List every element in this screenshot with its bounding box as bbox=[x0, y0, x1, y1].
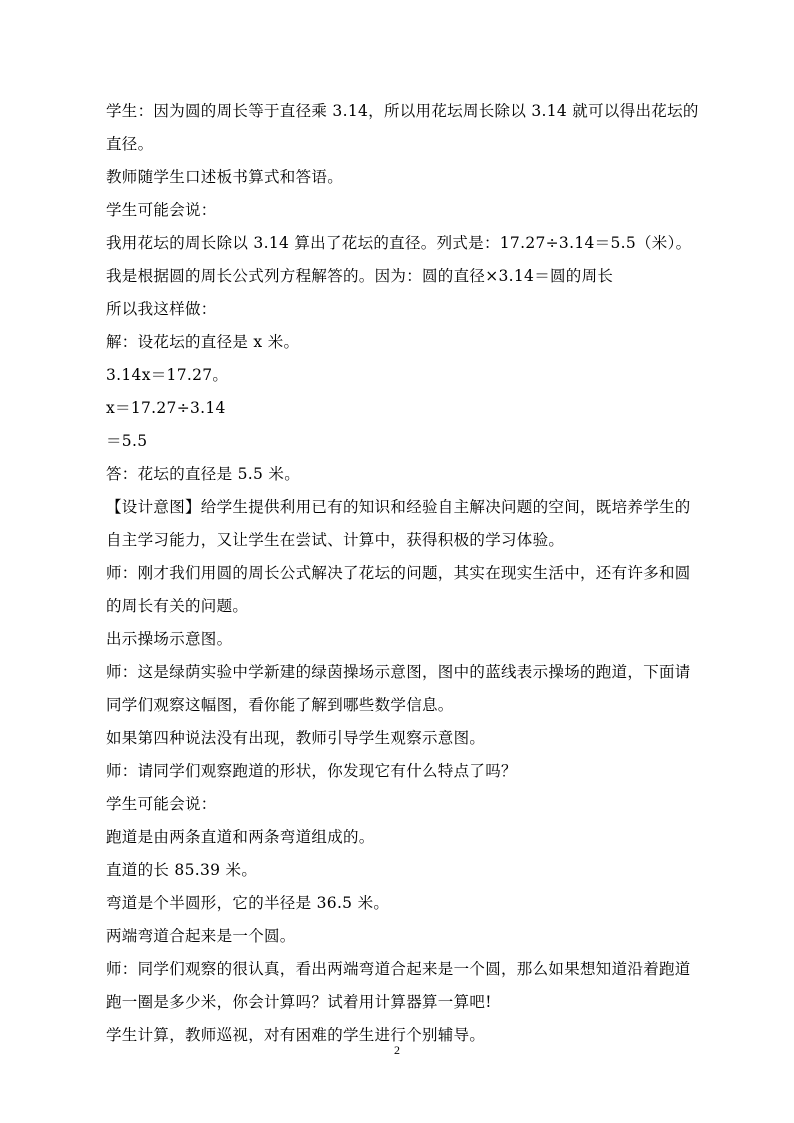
text-line: 出示操场示意图。 bbox=[106, 630, 233, 648]
text-line: ＝5.5 bbox=[106, 432, 148, 450]
page-number: 2 bbox=[394, 1043, 400, 1057]
text-line: 我用花坛的周长除以 3.14 算出了花坛的直径。列式是：17.27÷3.14＝5.5（米）。 bbox=[106, 234, 692, 252]
text-line: 弯道是个半圆形，它的半径是 36.5 米。 bbox=[106, 894, 390, 912]
text-line: 师：同学们观察的很认真，看出两端弯道合起来是一个圆，那么如果想知道沿着跑道 bbox=[106, 960, 691, 978]
text-line: 所以我这样做： bbox=[106, 300, 217, 318]
text-line: 学生可能会说： bbox=[106, 795, 217, 813]
text-line: 师：请同学们观察跑道的形状，你发现它有什么特点了吗？ bbox=[106, 762, 517, 780]
text-line: 师：刚才我们用圆的周长公式解决了花坛的问题，其实在现实生活中，还有许多和圆 bbox=[106, 564, 691, 582]
text-line: 跑道是由两条直道和两条弯道组成的。 bbox=[106, 828, 375, 846]
text-line: 直径。 bbox=[106, 135, 154, 153]
text-line: 教师随学生口述板书算式和答语。 bbox=[106, 168, 344, 186]
text-line: 跑一圈是多少米，你会计算吗？试着用计算器算一算吧! bbox=[106, 993, 492, 1011]
text-line: 我是根据圆的周长公式列方程解答的。因为：圆的直径×3.14＝圆的周长 bbox=[106, 267, 614, 285]
text-line: 学生：因为圆的周长等于直径乘 3.14，所以用花坛周长除以 3.14 就可以得出花坛的 bbox=[106, 102, 699, 120]
body-text bbox=[106, 95, 699, 1052]
text-line: 【设计意图】给学生提供利用已有的知识和经验自主解决问题的空间，既培养学生的 bbox=[106, 498, 691, 516]
text-line: 两端弯道合起来是一个圆。 bbox=[106, 927, 296, 945]
text-line: 的周长有关的问题。 bbox=[106, 597, 249, 615]
text-line: 3.14x＝17.27。 bbox=[106, 366, 229, 384]
text-line: 师：这是绿荫实验中学新建的绿茵操场示意图，图中的蓝线表示操场的跑道，下面请 bbox=[106, 663, 691, 681]
text-line: 答：花坛的直径是 5.5 米。 bbox=[106, 465, 301, 483]
text-line: 如果第四种说法没有出现，教师引导学生观察示意图。 bbox=[106, 729, 486, 747]
text-line: 自主学习能力，又让学生在尝试、计算中，获得积极的学习体验。 bbox=[106, 531, 565, 549]
text-line: 学生可能会说： bbox=[106, 201, 217, 219]
text-line: 直道的长 85.39 米。 bbox=[106, 861, 258, 879]
text-line: 学生计算，教师巡视，对有困难的学生进行个别辅导。 bbox=[106, 1026, 486, 1044]
text-line: x＝17.27÷3.14 bbox=[106, 399, 226, 417]
text-line: 解：设花坛的直径是 x 米。 bbox=[106, 333, 300, 351]
text-line: 同学们观察这幅图，看你能了解到哪些数学信息。 bbox=[106, 696, 454, 714]
